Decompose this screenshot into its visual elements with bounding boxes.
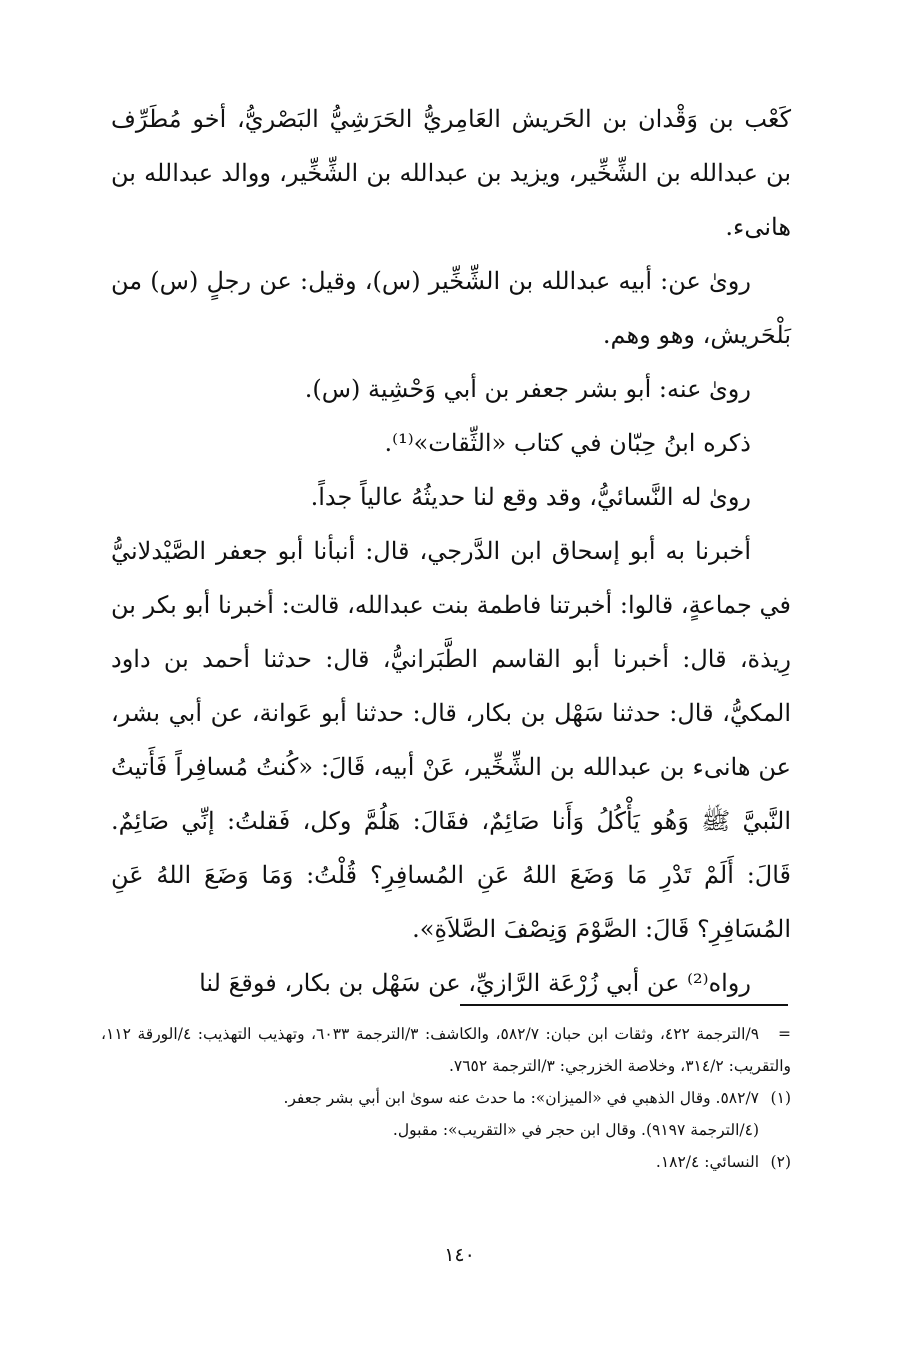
footnote-2-text: النسائي: ١٨٢/٤.: [655, 1153, 759, 1171]
ibn-hibban-paragraph: ذكره ابنُ حِبّان في كتاب «الثِّقات»⁽¹⁾.: [384, 429, 751, 457]
page-number: ١٤٠: [444, 1244, 475, 1266]
footnote-continuation: [101, 1018, 791, 1082]
footnote-separator: [460, 1004, 788, 1006]
footnote-1: [101, 1082, 791, 1114]
footnote-2: [101, 1146, 791, 1178]
footnote-1-marker: (١): [770, 1089, 791, 1107]
main-text: [111, 92, 791, 1010]
hadith-chain-paragraph: أخبرنا به أبو إسحاق ابن الدَّرجي، قال: أنبأنا أبو جعفر الصَّيْدلانيُّ في جماعةٍ، قالوا: أخبرتنا فاطمة بنت عبدالله، قالت: أخبرنا أبو بكر بن رِيذة، قال: أخبرنا أبو القاسم الطَّبَرانيُّ، قال: حدثنا أحمد بن داود المكيُّ، قال: حدثنا سَهْل بن بكار، قال: حدثنا أبو عَوانة، عن أبي بشر، عن هانىء بن عبدالله بن الشِّخِّير، عَنْ أبيه، قَالَ: «كُنتُ مُسافِراً فَأَتيتُ النَّبيَّ ﷺ وَهُو يَأْكُلُ وَأَنا صَائِمٌ، فقَالَ: هَلُمَّ وكل، فَقلتُ: إنِّي صَائِمٌ. قَالَ: أَلَمْ تَدْرِ مَا وَضَعَ اللهُ عَنِ المُسافِرِ؟ قُلْتُ: وَمَا وَضَعَ اللهُ عَنِ المُسَافِرِ؟ قَالَ: الصَّوْمَ وَنِصْفَ الصَّلاَةِ».: [111, 537, 791, 943]
footnote-1-continued: (٤/الترجمة ٩١٩٧). وقال ابن حجر في «التقريب»: مقبول.: [392, 1121, 759, 1139]
narrator-intro-paragraph: كَعْب بن وَقْدان بن الحَريش العَامِريُّ الحَرَشِيُّ البَصْريُّ، أخو مُطَرِّف بن عبدالله بن الشِّخِّير، ويزيد بن عبدالله بن الشِّخِّير، ووالد عبدالله بن هانىء.: [111, 105, 791, 241]
narrated-from-paragraph: روىٰ عن: أبيه عبدالله بن الشِّخِّير (س)، وقيل: عن رجلٍ (س) من بَلْحَريش، وهو وهم.: [111, 267, 791, 349]
narrated-by-paragraph: روىٰ عنه: أبو بشر جعفر بن أبي وَحْشِية (س).: [304, 375, 751, 403]
nasai-paragraph: روىٰ له النَّسائيُّ، وقد وقع لنا حديثُهُ عالياً جداً.: [310, 483, 751, 511]
footnote-1-text: ٥٨٢/٧. وقال الذهبي في «الميزان»: ما حدث عنه سوىٰ ابن أبي بشر جعفر.: [283, 1089, 759, 1107]
riwaya-paragraph: رواه⁽²⁾ عن أبي زُرْعَة الرَّازيِّ، عن سَهْل بن بكار، فوقعَ لنا: [199, 969, 751, 997]
footnotes: [101, 1018, 791, 1178]
footnote-continuation-marker: =: [778, 1025, 792, 1043]
footnote-2-marker: (٢): [770, 1153, 791, 1171]
footnote-continuation-text: ٩/الترجمة ٤٢٢، وثقات ابن حبان: ٥٨٢/٧، والكاشف: ٣/الترجمة ٦٠٣٣، وتهذيب التهذيب: ٤/الورقة ١١٢، والتقريب: ٣١٤/٢، وخلاصة الخزرجي: ٣/الترجمة ٧٦٥٢.: [101, 1025, 791, 1075]
